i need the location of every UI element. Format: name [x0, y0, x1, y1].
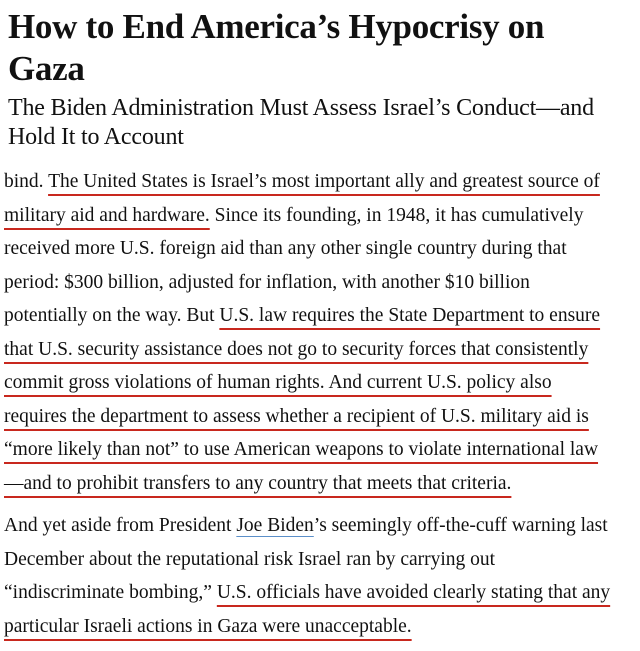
- text-line: [4, 435, 636, 469]
- text-line: [4, 402, 636, 436]
- text-line: [4, 335, 636, 369]
- highlighted-text: requires the department to assess whether a recipient of U.S. military aid is: [4, 405, 589, 427]
- highlighted-text: that U.S. security assistance does not go to security forces that consistently: [4, 338, 589, 360]
- text-line: [4, 469, 636, 503]
- highlighted-text: particular Israeli actions in Gaza were unacceptable.: [4, 615, 412, 637]
- text-line: period: $300 billion, adjusted for inflation, with another $10 billion: [4, 271, 530, 293]
- highlighted-text: U.S. law requires the State Department to ensure: [219, 305, 601, 326]
- text-line: December about the reputational risk Israel ran by carrying out: [4, 548, 496, 570]
- article-subtitle: The Biden Administration Must Assess Israel’s Conduct—and Hold It to Account: [8, 95, 594, 150]
- highlighted-text: The United States is Israel’s most important ally and greatest source of: [48, 171, 600, 192]
- text-line: [4, 612, 636, 646]
- highlighted-text: —and to prohibit transfers to any country that meets that criteria.: [4, 472, 512, 494]
- joe-biden-link[interactable]: Joe Biden: [236, 515, 314, 536]
- highlighted-text: commit gross violations of human rights. And current U.S. policy also: [4, 372, 552, 393]
- highlighted-text: U.S. officials have avoided clearly stating that any: [216, 582, 611, 603]
- text-line: [4, 368, 636, 402]
- highlighted-text: “more likely than not” to use American weapons to violate international law: [4, 439, 599, 460]
- text-line: bind. The United States is Israel’s most important ally and greatest source of: [4, 171, 600, 192]
- text-line: “indiscriminate bombing,” U.S. officials have avoided clearly stating that any: [4, 582, 611, 603]
- text-line: received more U.S. foreign aid than any other single country during that: [4, 238, 567, 259]
- body-paragraph-1: [4, 167, 636, 502]
- body-paragraph-2: [4, 511, 636, 645]
- text-line: potentially on the way. But U.S. law requires the State Department to ensure: [4, 305, 601, 326]
- text-line: military aid and hardware. Since its founding, in 1948, it has cumulatively: [4, 204, 584, 226]
- highlighted-text: military aid and hardware.: [4, 204, 210, 226]
- text-line: And yet aside from President Joe Biden’s seemingly off-the-cuff warning last: [4, 515, 608, 536]
- article-title: How to End America’s Hypocrisy on Gaza: [8, 7, 545, 88]
